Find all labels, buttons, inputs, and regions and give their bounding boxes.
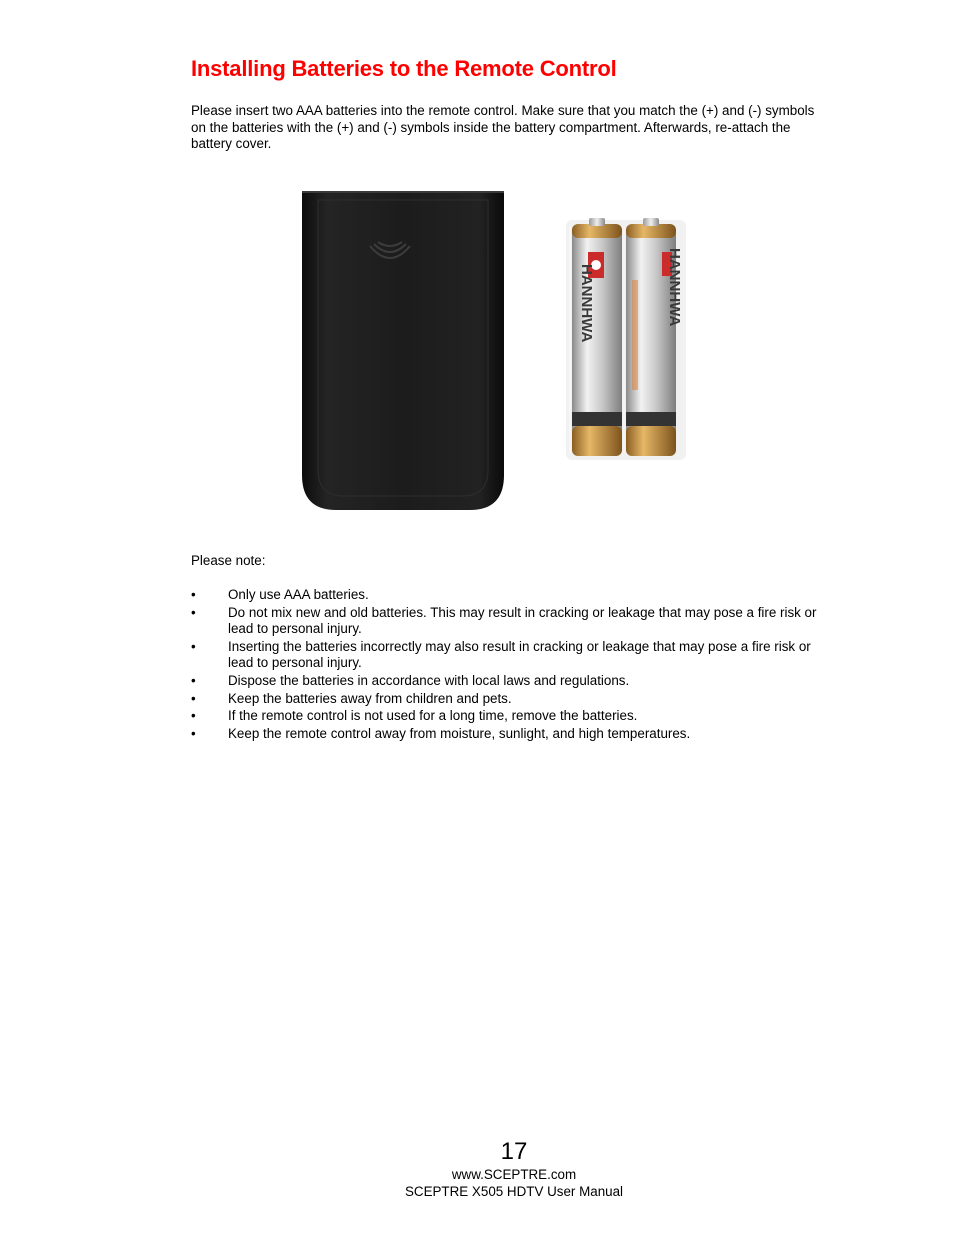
intro-paragraph: Please insert two AAA batteries into the remote control. Make sure that you match the (+) and (-) symbols on the batteries with the (+) and (-) symbols inside the battery compartment. Afterwards, re-attach the battery cover. <box>191 103 815 151</box>
remote-back-cover <box>302 192 504 510</box>
page-number: 17 <box>500 1138 528 1165</box>
bullet-icon: • <box>191 673 196 689</box>
aaa-battery-2 <box>626 218 683 456</box>
note-text: Only use AAA batteries. <box>228 587 369 602</box>
bullet-icon: • <box>191 638 196 654</box>
note-text: Do not mix new and old batteries. This may result in cracking or leakage that may pose a fire risk or lead to personal injury. <box>228 604 817 637</box>
list-item <box>191 605 836 638</box>
note-text: Keep the remote control away from moisture, sunlight, and high temperatures. <box>228 726 691 742</box>
bullet-icon: • <box>191 690 196 706</box>
list-item <box>191 587 836 604</box>
battery-figure <box>298 190 690 514</box>
list-item <box>191 691 836 708</box>
battery-figure-illustration <box>298 190 690 514</box>
note-text: Dispose the batteries in accordance with local laws and regulations. <box>228 673 630 689</box>
list-item <box>191 673 836 690</box>
list-item <box>191 708 836 725</box>
notes-list <box>191 587 836 744</box>
note-text: If the remote control is not used for a long time, remove the batteries. <box>228 708 638 724</box>
footer-website: www.SCEPTRE.com <box>451 1167 577 1182</box>
page-footer <box>0 1138 954 1200</box>
bullet-icon: • <box>191 726 196 742</box>
note-label: Please note: <box>191 553 266 568</box>
bullet-icon: • <box>191 587 196 602</box>
note-text: Keep the batteries away from children and pets. <box>228 690 512 706</box>
bullet-icon: • <box>191 604 196 620</box>
bullet-icon: • <box>191 708 196 724</box>
battery-2-brand: HANNHWA <box>666 248 683 327</box>
list-item <box>191 639 836 672</box>
list-item <box>191 726 836 743</box>
aaa-battery-1 <box>572 218 622 456</box>
aaa-battery-pack <box>566 218 686 460</box>
footer-manual-title: SCEPTRE X505 HDTV User Manual <box>404 1184 624 1199</box>
battery-1-brand: HANNHWA <box>578 264 595 343</box>
note-text: Inserting the batteries incorrectly may also result in cracking or leakage that may pose a fire risk or lead to personal injury. <box>228 638 811 671</box>
page-title: Installing Batteries to the Remote Control <box>191 56 617 81</box>
